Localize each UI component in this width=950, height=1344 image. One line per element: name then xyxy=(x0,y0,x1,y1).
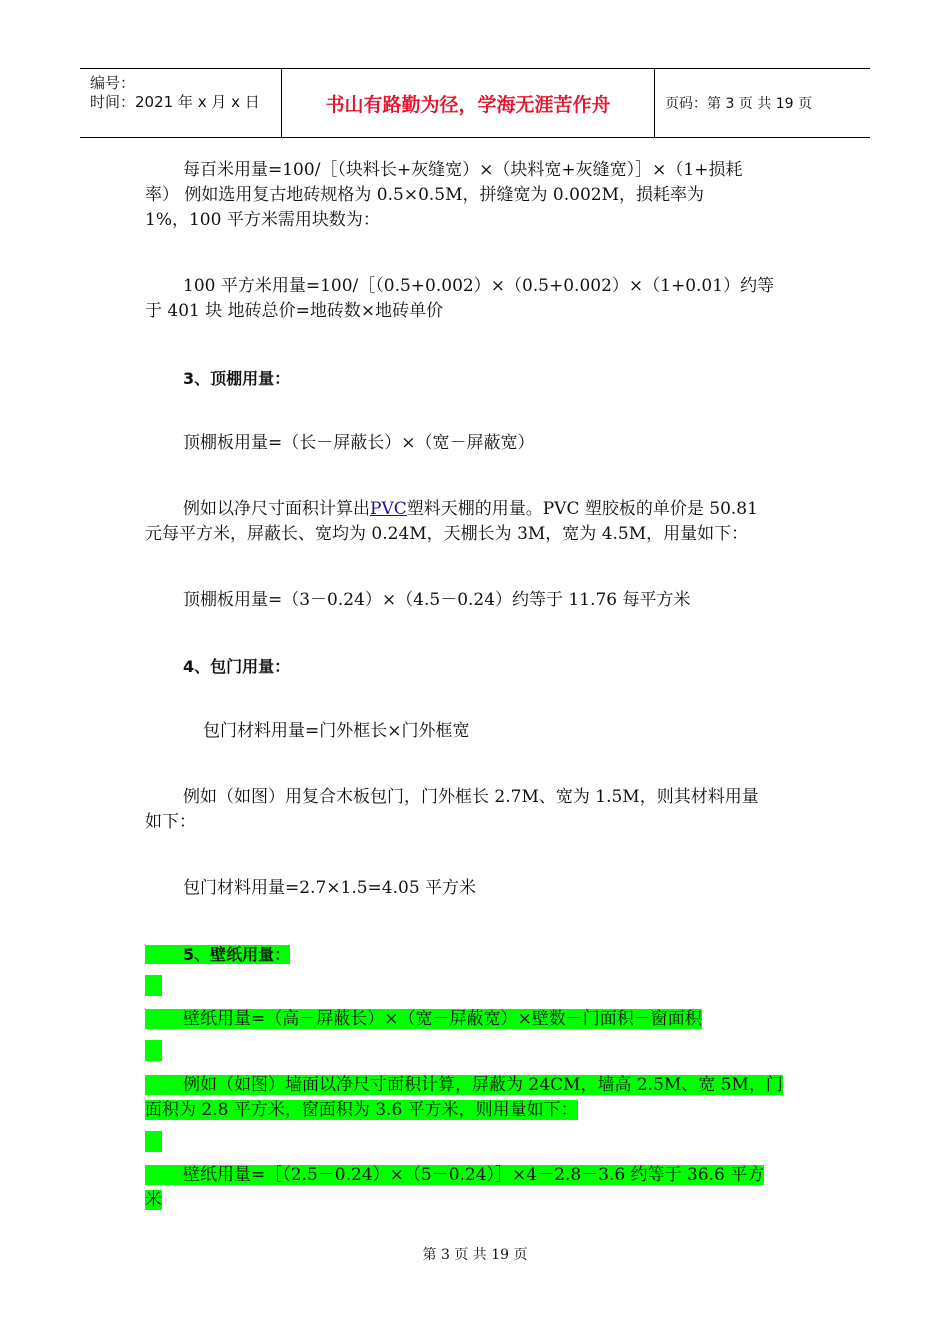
paragraph-door-calc: 包门材料用量=2.7×1.5=4.05 平方米 xyxy=(183,878,477,898)
paragraph-wallpaper-formula xyxy=(145,1007,702,1032)
paragraph-ceiling-example xyxy=(145,497,843,522)
paragraph-tile-formula xyxy=(145,158,843,183)
paragraph-ceiling-calc: 顶棚板用量=（3－0.24）×（4.5－0.24）约等于 11.76 每平方米 xyxy=(183,590,691,610)
time-label: 时间：2021 年 x 月 x 日 xyxy=(90,93,260,111)
paragraph-wallpaper-calc-cont xyxy=(145,1188,162,1213)
paragraph-tile-calc-cont xyxy=(145,299,805,324)
heading-door: 4、包门用量： xyxy=(183,657,291,676)
paragraph-wallpaper-calc xyxy=(145,1163,764,1188)
text-line: 例如（如图）墙面以净尺寸面积计算，屏蔽为 24CM，墙高 2.5M、宽 5M，门 xyxy=(145,1075,783,1095)
paragraph-door-example xyxy=(145,785,843,810)
paragraph-tile-calc xyxy=(145,274,843,299)
number-label: 编号： xyxy=(90,74,136,92)
text-segment: 塑料天棚的用量。PVC 塑胶板的单价是 50.81 xyxy=(406,499,758,519)
paragraph-ceiling-example-cont xyxy=(145,522,805,547)
header-page-info: 页码：第 3 页 共 19 页 xyxy=(665,96,812,112)
text-line: 元每平方米，屏蔽长、宽均为 0.24M，天棚长为 3M，宽为 4.5M，用量如下： xyxy=(145,524,749,544)
text-line: 100 平方米用量=100/［（0.5+0.002）×（0.5+0.002）×（1+0.01）约等 xyxy=(183,276,775,296)
text-line: 率） 例如选用复古地砖规格为 0.5×0.5M，拼缝宽为 0.002M，损耗率为 xyxy=(145,185,705,205)
paragraph-tile-formula-cont xyxy=(145,208,805,233)
text-line: 壁纸用量=［（2.5－0.24）×（5－0.24）］×4－2.8－3.6 约等于 36.6 平方 xyxy=(145,1165,764,1185)
heading-ceiling: 3、顶棚用量： xyxy=(183,369,291,388)
paragraph-wallpaper-example-cont xyxy=(145,1098,578,1123)
highlight-marker xyxy=(145,1131,162,1152)
paragraph-door-formula: 包门材料用量=门外框长×门外框宽 xyxy=(203,721,470,741)
heading-wallpaper-text: 5、壁纸用量： xyxy=(145,945,290,964)
text-line: 于 401 块 地砖总价=地砖数×地砖单价 xyxy=(145,301,444,321)
text-line: 例如（如图）用复合木板包门，门外框长 2.7M、宽为 1.5M，则其材料用量 xyxy=(183,787,759,807)
text-line: 米 xyxy=(145,1190,162,1210)
page-header xyxy=(80,68,870,138)
text-line: 面积为 2.8 平方米，窗面积为 3.6 平方米，则用量如下： xyxy=(145,1100,578,1120)
text-segment: 例如以净尺寸面积计算出 xyxy=(183,499,370,519)
text-line: 每百米用量=100/［（块料长+灰缝宽）×（块料宽+灰缝宽）］×（1+损耗 xyxy=(183,160,743,180)
heading-wallpaper xyxy=(145,942,290,967)
highlight-marker xyxy=(145,1040,162,1061)
pvc-link[interactable]: PVC xyxy=(370,499,407,519)
paragraph-tile-formula-cont xyxy=(145,183,805,208)
highlight-marker xyxy=(145,975,162,996)
text-line: 1%，100 平方米需用块数为： xyxy=(145,210,380,230)
header-meta-cell xyxy=(80,69,282,137)
paragraph-wallpaper-example xyxy=(145,1073,783,1098)
paragraph-ceiling-formula: 顶棚板用量=（长－屏蔽长）×（宽－屏蔽宽） xyxy=(183,433,535,453)
text-line: 如下： xyxy=(145,812,196,832)
header-motto: 书山有路勤为径，学海无涯苦作舟 xyxy=(282,69,655,137)
page-footer: 第 3 页 共 19 页 xyxy=(422,1247,528,1263)
paragraph-door-example-cont xyxy=(145,810,805,835)
text-line: 壁纸用量=（高－屏蔽长）×（宽－屏蔽宽）×壁数－门面积－窗面积 xyxy=(145,1009,702,1029)
